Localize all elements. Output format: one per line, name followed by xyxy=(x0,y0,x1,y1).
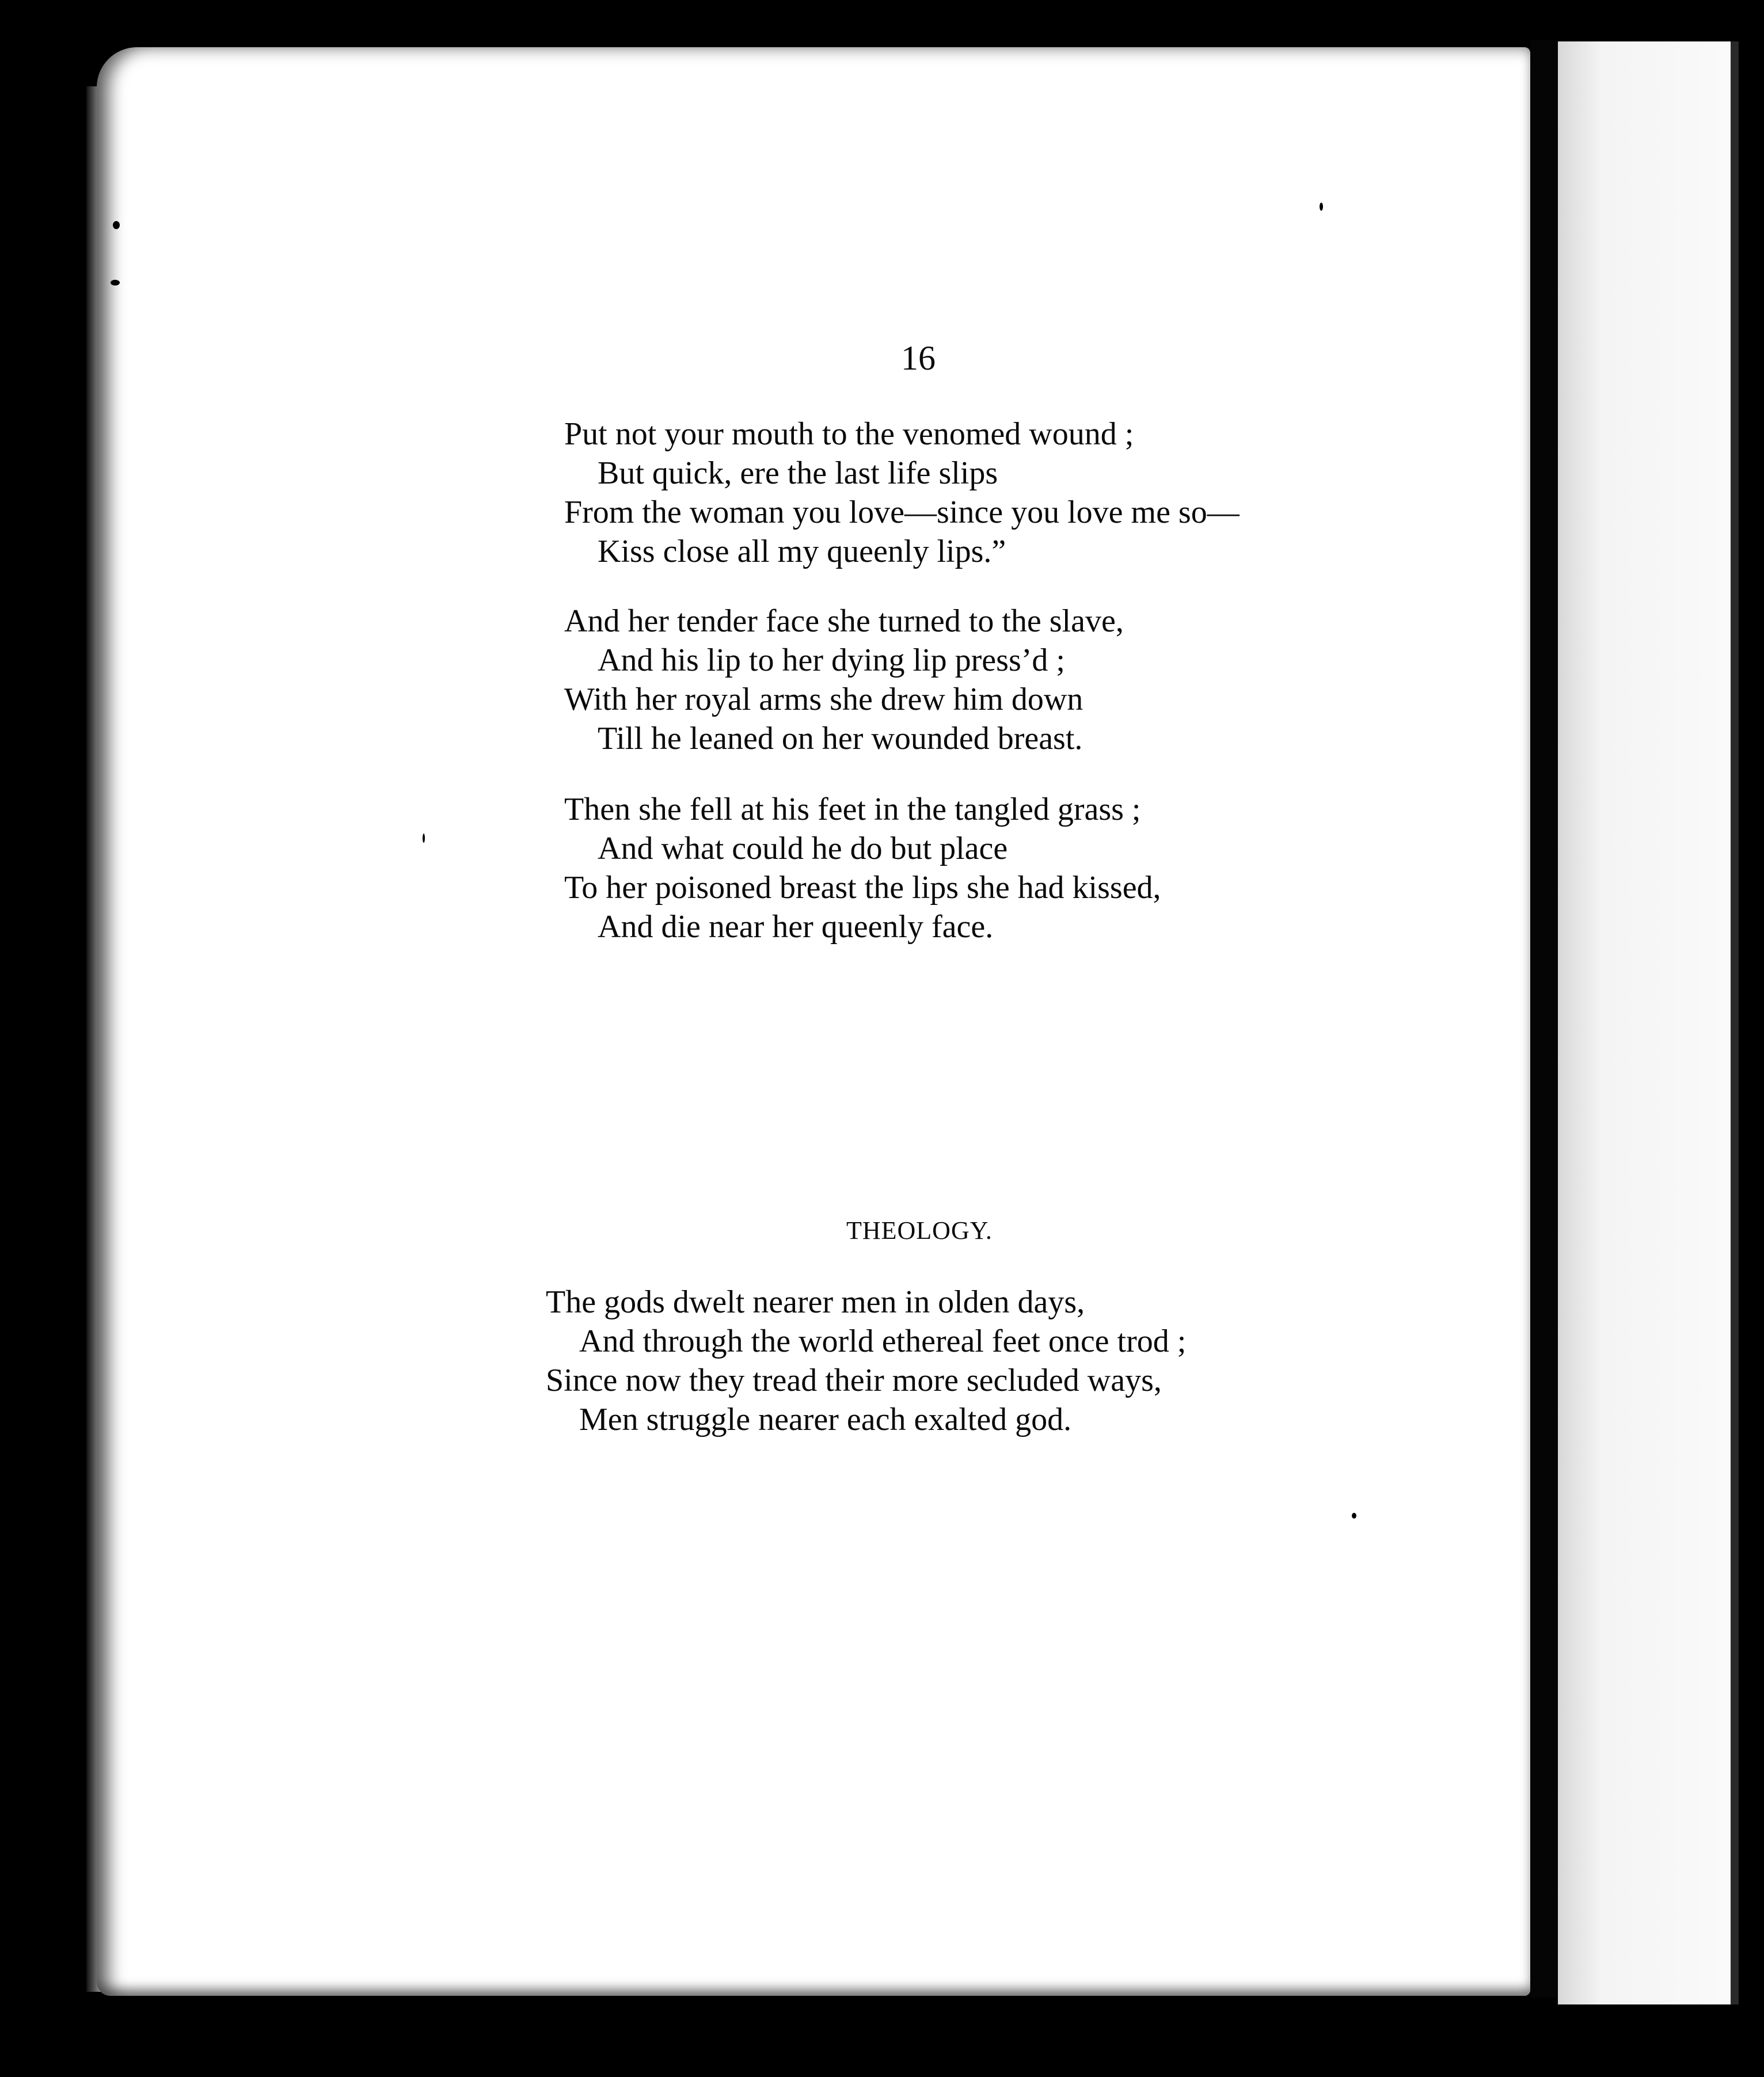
book-spine xyxy=(1530,40,1558,1998)
scan-speck xyxy=(113,221,120,229)
facing-page xyxy=(1558,41,1731,2004)
verse-line: And his lip to her dying lip press’d ; xyxy=(598,642,1065,678)
stanza xyxy=(546,1283,1186,1439)
scan-speck xyxy=(111,280,120,286)
stanza xyxy=(564,790,1161,946)
verse-line: With her royal arms she drew him down xyxy=(564,682,1084,717)
verse-line: From the woman you love—since you love me so— xyxy=(564,494,1240,530)
scan-speck xyxy=(423,834,425,843)
verse-line: And her tender face she turned to the slave, xyxy=(564,603,1124,639)
verse-line: The gods dwelt nearer men in olden days, xyxy=(546,1284,1085,1320)
poem-title: THEOLOGY. xyxy=(846,1216,993,1245)
verse-line: Then she fell at his feet in the tangled grass ; xyxy=(564,792,1141,827)
verse-line: Kiss close all my queenly lips.” xyxy=(598,534,1006,569)
book-page xyxy=(97,47,1530,1996)
stanza xyxy=(564,414,1240,571)
page-number: 16 xyxy=(901,339,936,377)
verse-line: And through the world ethereal feet once trod ; xyxy=(579,1323,1187,1359)
verse-line: To her poisoned breast the lips she had kissed, xyxy=(564,870,1161,906)
verse-line: And die near her queenly face. xyxy=(598,909,994,945)
verse-line: But quick, ere the last life slips xyxy=(598,455,998,491)
scan-speck xyxy=(1320,203,1323,211)
facing-page-edge xyxy=(1731,41,1739,2004)
verse-line: Till he leaned on her wounded breast. xyxy=(598,721,1083,756)
verse-line: And what could he do but place xyxy=(598,831,1008,866)
verse-line: Since now they tread their more secluded ways, xyxy=(546,1363,1162,1398)
stanza xyxy=(564,602,1124,758)
verse-line: Men struggle nearer each exalted god. xyxy=(579,1402,1072,1437)
scan-speck xyxy=(1352,1513,1356,1519)
verse-line: Put not your mouth to the venomed wound ; xyxy=(564,416,1134,452)
